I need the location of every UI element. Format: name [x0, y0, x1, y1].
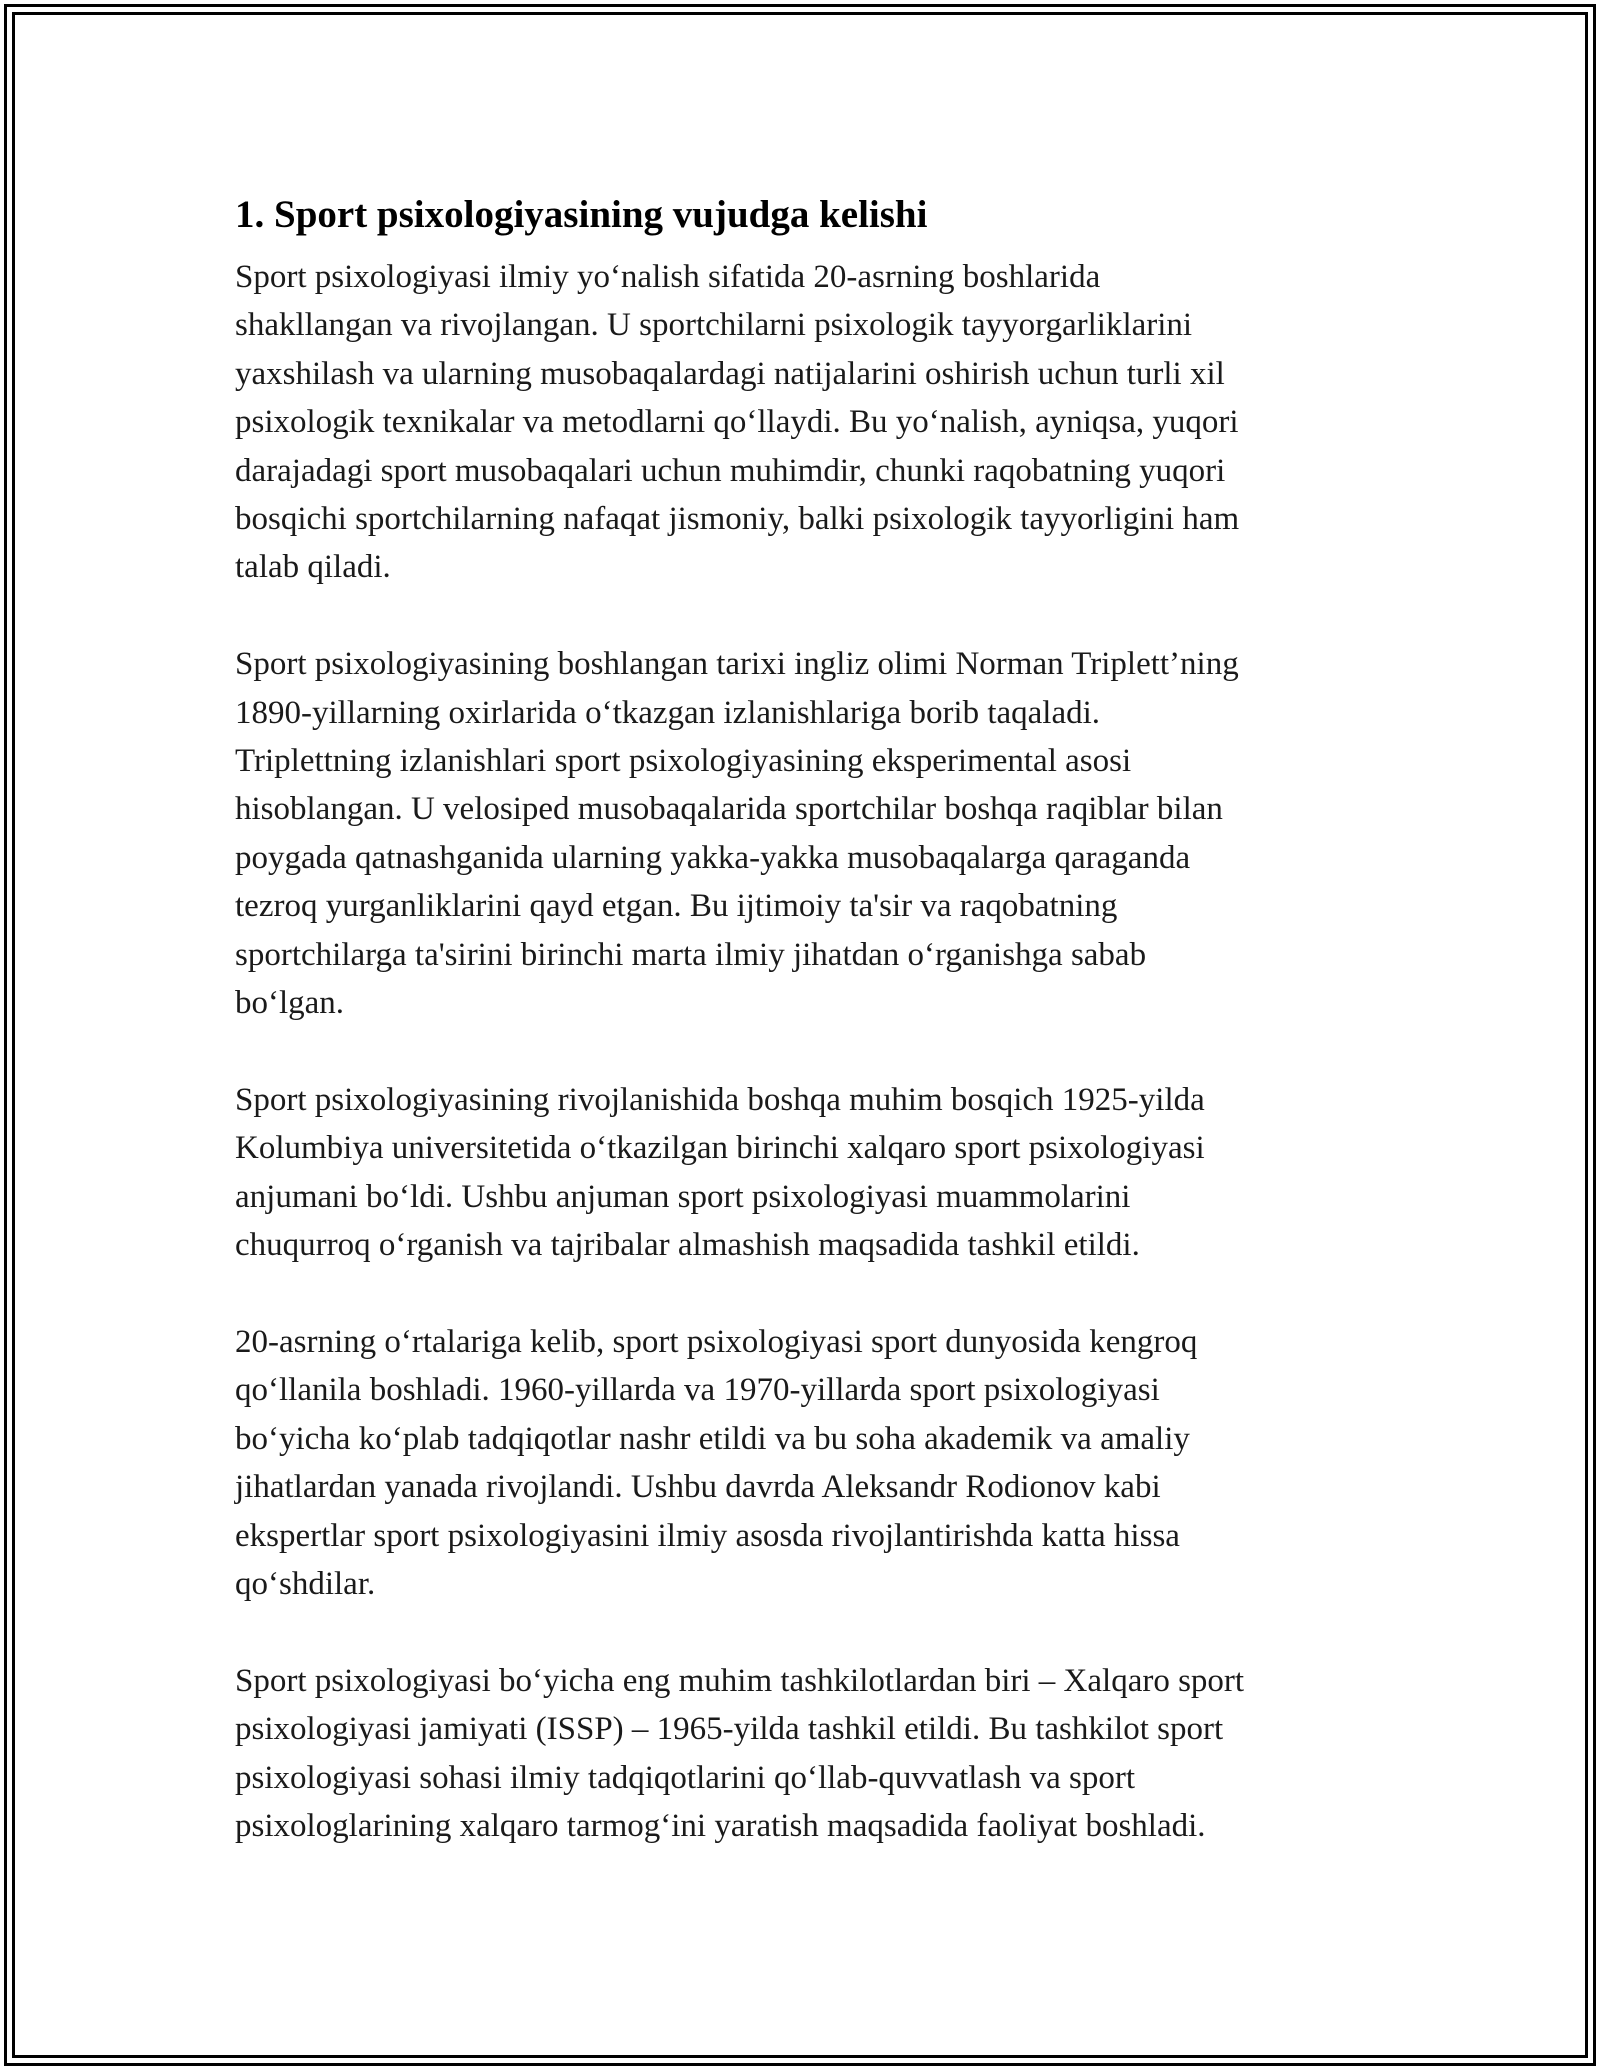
paragraph-2: [235, 640, 1365, 1027]
paragraph-line: 1890-yillarning oxirlarida o‘tkazgan izlanishlariga borib taqaladi.: [235, 694, 1101, 731]
paragraph-line: qo‘llanila boshladi. 1960-yillarda va 1970-yillarda sport psixologiyasi: [235, 1372, 1160, 1409]
paragraph-line: psixologlarining xalqaro tarmog‘ini yaratish maqsadida faoliyat boshladi.: [235, 1807, 1206, 1844]
paragraph-line: Sport psixologiyasi bo‘yicha eng muhim tashkilotlardan biri – Xalqaro sport: [235, 1662, 1245, 1699]
paragraph-line: poygada qatnashganida ularning yakka-yakka musobaqalarga qaraganda: [235, 839, 1191, 876]
paragraph-line: bosqichi sportchilarning nafaqat jismoniy, balki psixologik tayyorligini ham: [235, 501, 1240, 538]
paragraph-line: talab qiladi.: [235, 549, 391, 586]
paragraph-1: [235, 253, 1365, 592]
paragraph-line: Triplettning izlanishlari sport psixologiyasining eksperimental asosi: [235, 743, 1132, 780]
paragraph-line: jihatlardan yanada rivojlandi. Ushbu davrda Aleksandr Rodionov kabi: [235, 1469, 1161, 1506]
paragraph-line: Sport psixologiyasining rivojlanishida boshqa muhim bosqich 1925-yilda: [235, 1081, 1205, 1118]
paragraph-line: anjumani bo‘ldi. Ushbu anjuman sport psixologiyasi muammolarini: [235, 1178, 1131, 1215]
paragraph-3: [235, 1076, 1365, 1270]
paragraph-line: sportchilarga ta'sirini birinchi marta ilmiy jihatdan o‘rganishga sabab: [235, 936, 1147, 973]
paragraph-line: qo‘shdilar.: [235, 1565, 376, 1602]
paragraph-5: [235, 1657, 1365, 1851]
document-body: [235, 187, 1365, 1899]
paragraph-line: psixologiyasi jamiyati (ISSP) – 1965-yilda tashkil etildi. Bu tashkilot sport: [235, 1711, 1224, 1748]
paragraph-line: psixologik texnikalar va metodlarni qo‘llaydi. Bu yo‘nalish, ayniqsa, yuqori: [235, 404, 1239, 441]
paragraph-line: darajadagi sport musobaqalari uchun muhimdir, chunki raqobatning yuqori: [235, 452, 1226, 489]
paragraph-line: bo‘lgan.: [235, 985, 345, 1022]
paragraph-line: ekspertlar sport psixologiyasini ilmiy asosda rivojlantirishda katta hissa: [235, 1517, 1180, 1554]
section-heading: 1. Sport psixologiyasining vujudga kelishi: [235, 193, 928, 236]
paragraph-line: hisoblangan. U velosiped musobaqalarida sportchilar boshqa raqiblar bilan: [235, 791, 1223, 828]
paragraph-line: Sport psixologiyasi ilmiy yo‘nalish sifatida 20-asrning boshlarida: [235, 259, 1101, 295]
paragraph-line: shakllangan va rivojlangan. U sportchilarni psixologik tayyorgarliklarini: [235, 307, 1193, 344]
paragraph-line: yaxshilash va ularning musobaqalardagi natijalarini oshirish uchun turli xil: [235, 355, 1225, 392]
paragraph-line: tezroq yurganliklarini qayd etgan. Bu ijtimoiy ta'sir va raqobatning: [235, 888, 1118, 925]
paragraph-line: Kolumbiya universitetida o‘tkazilgan birinchi xalqaro sport psixologiyasi: [235, 1130, 1205, 1167]
paragraph-line: bo‘yicha ko‘plab tadqiqotlar nashr etildi va bu soha akademik va amaliy: [235, 1420, 1190, 1457]
paragraph-line: chuqurroq o‘rganish va tajribalar almashish maqsadida tashkil etildi.: [235, 1227, 1140, 1264]
paragraph-line: psixologiyasi sohasi ilmiy tadqiqotlarini qo‘llab-quvvatlash va sport: [235, 1759, 1136, 1796]
paragraph-line: 20-asrning o‘rtalariga kelib, sport psixologiyasi sport dunyosida kengroq: [235, 1323, 1198, 1360]
paragraph-line: Sport psixologiyasining boshlangan tarixi ingliz olimi Norman Triplett’ning: [235, 646, 1239, 683]
paragraph-4: [235, 1318, 1365, 1608]
